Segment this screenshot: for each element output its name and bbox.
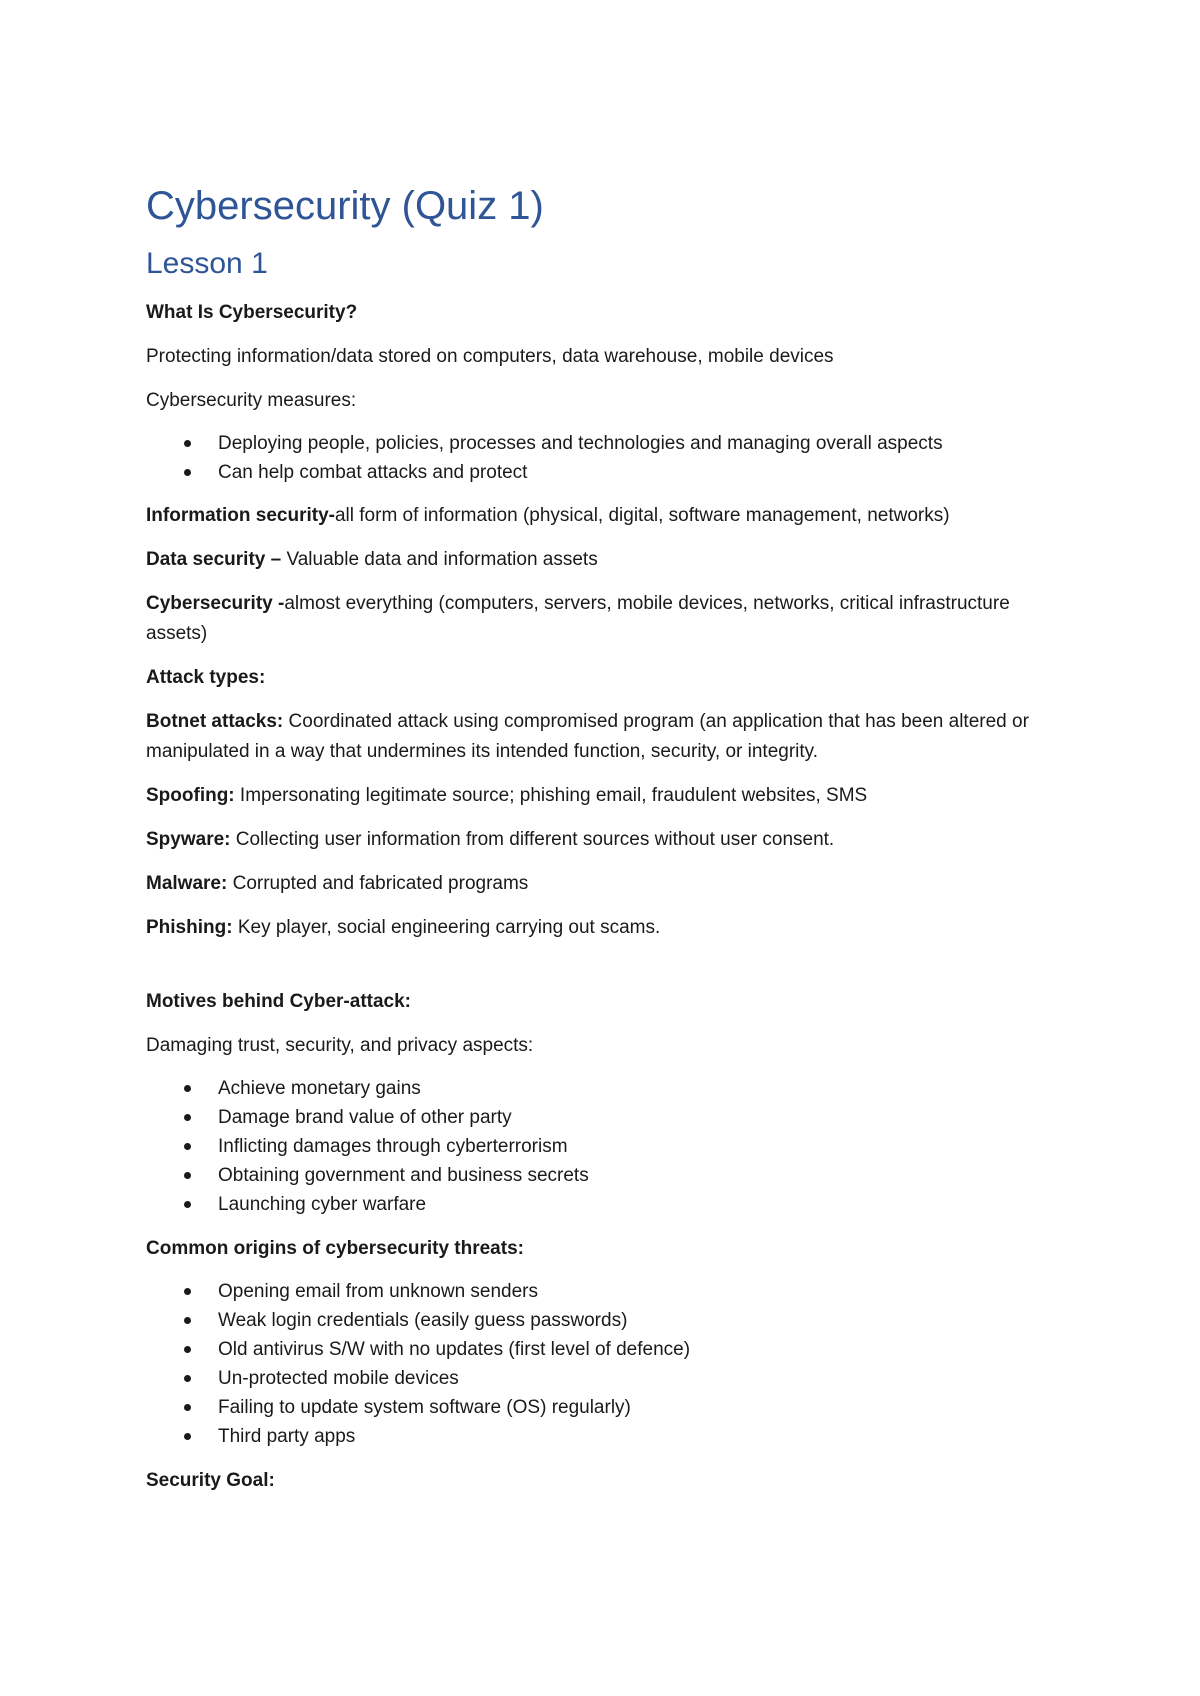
attack-term: Botnet attacks: <box>146 711 284 732</box>
list-item: Can help combat attacks and protect <box>218 458 1046 487</box>
definition-text: all form of information (physical, digital, software management, networks) <box>334 505 950 526</box>
attack-types-heading: Attack types: <box>146 667 266 688</box>
attack-spyware <box>146 825 1046 855</box>
definition-info-security <box>146 501 1046 531</box>
definition-text: almost everything (computers, servers, mobile devices, networks, critical infrastructure assets) <box>146 593 1010 644</box>
list-item: Inflicting damages through cyberterrorism <box>218 1132 1046 1161</box>
spacer <box>146 943 1046 987</box>
attack-term: Spoofing: <box>146 785 235 806</box>
attack-term: Malware: <box>146 873 228 894</box>
attack-text: Collecting user information from different sources without user consent. <box>230 829 835 850</box>
list-item: Opening email from unknown senders <box>218 1277 1046 1306</box>
definition-term: Cybersecurity - <box>146 593 285 614</box>
list-item: Weak login credentials (easily guess passwords) <box>218 1306 1046 1335</box>
attack-term: Spyware: <box>146 829 231 850</box>
question-answer: Protecting information/data stored on computers, data warehouse, mobile devices <box>146 346 834 367</box>
measures-label: Cybersecurity measures: <box>146 390 357 411</box>
list-item: Damage brand value of other party <box>218 1103 1046 1132</box>
attack-phishing <box>146 913 1046 943</box>
motives-heading: Motives behind Cyber-attack: <box>146 991 411 1012</box>
attack-text: Impersonating legitimate source; phishing email, fraudulent websites, SMS <box>234 785 868 806</box>
origins-list <box>146 1277 1046 1451</box>
definition-term: Information security- <box>146 505 335 526</box>
attack-text: Corrupted and fabricated programs <box>227 873 529 894</box>
definition-data-security <box>146 545 1046 575</box>
definition-term: Data security – <box>146 549 287 570</box>
list-item: Un-protected mobile devices <box>218 1364 1046 1393</box>
definition-text: Valuable data and information assets <box>286 549 598 570</box>
list-item: Failing to update system software (OS) regularly) <box>218 1393 1046 1422</box>
question-heading: What Is Cybersecurity? <box>146 302 358 323</box>
doc-title: Cybersecurity (Quiz 1) <box>146 184 544 228</box>
document-page <box>146 180 1046 1496</box>
measures-list <box>146 429 1046 487</box>
origins-heading: Common origins of cybersecurity threats: <box>146 1238 524 1259</box>
attack-term: Phishing: <box>146 917 233 938</box>
motives-list <box>146 1074 1046 1219</box>
list-item: Deploying people, policies, processes and technologies and managing overall aspects <box>218 429 1046 458</box>
list-item: Third party apps <box>218 1422 1046 1451</box>
list-item: Launching cyber warfare <box>218 1190 1046 1219</box>
attack-text: Coordinated attack using compromised program (an application that has been altered or manipulated in a way that undermines its intended function, security, or integrity. <box>146 711 1029 762</box>
lesson-heading: Lesson 1 <box>146 247 268 280</box>
attack-botnet <box>146 707 1046 767</box>
attack-text: Key player, social engineering carrying out scams. <box>232 917 661 938</box>
list-item: Obtaining government and business secrets <box>218 1161 1046 1190</box>
definition-cybersecurity <box>146 589 1046 649</box>
attack-malware <box>146 869 1046 899</box>
list-item: Achieve monetary gains <box>218 1074 1046 1103</box>
motives-intro: Damaging trust, security, and privacy aspects: <box>146 1035 534 1056</box>
list-item: Old antivirus S/W with no updates (first level of defence) <box>218 1335 1046 1364</box>
attack-spoofing <box>146 781 1046 811</box>
security-goal-heading: Security Goal: <box>146 1470 275 1491</box>
